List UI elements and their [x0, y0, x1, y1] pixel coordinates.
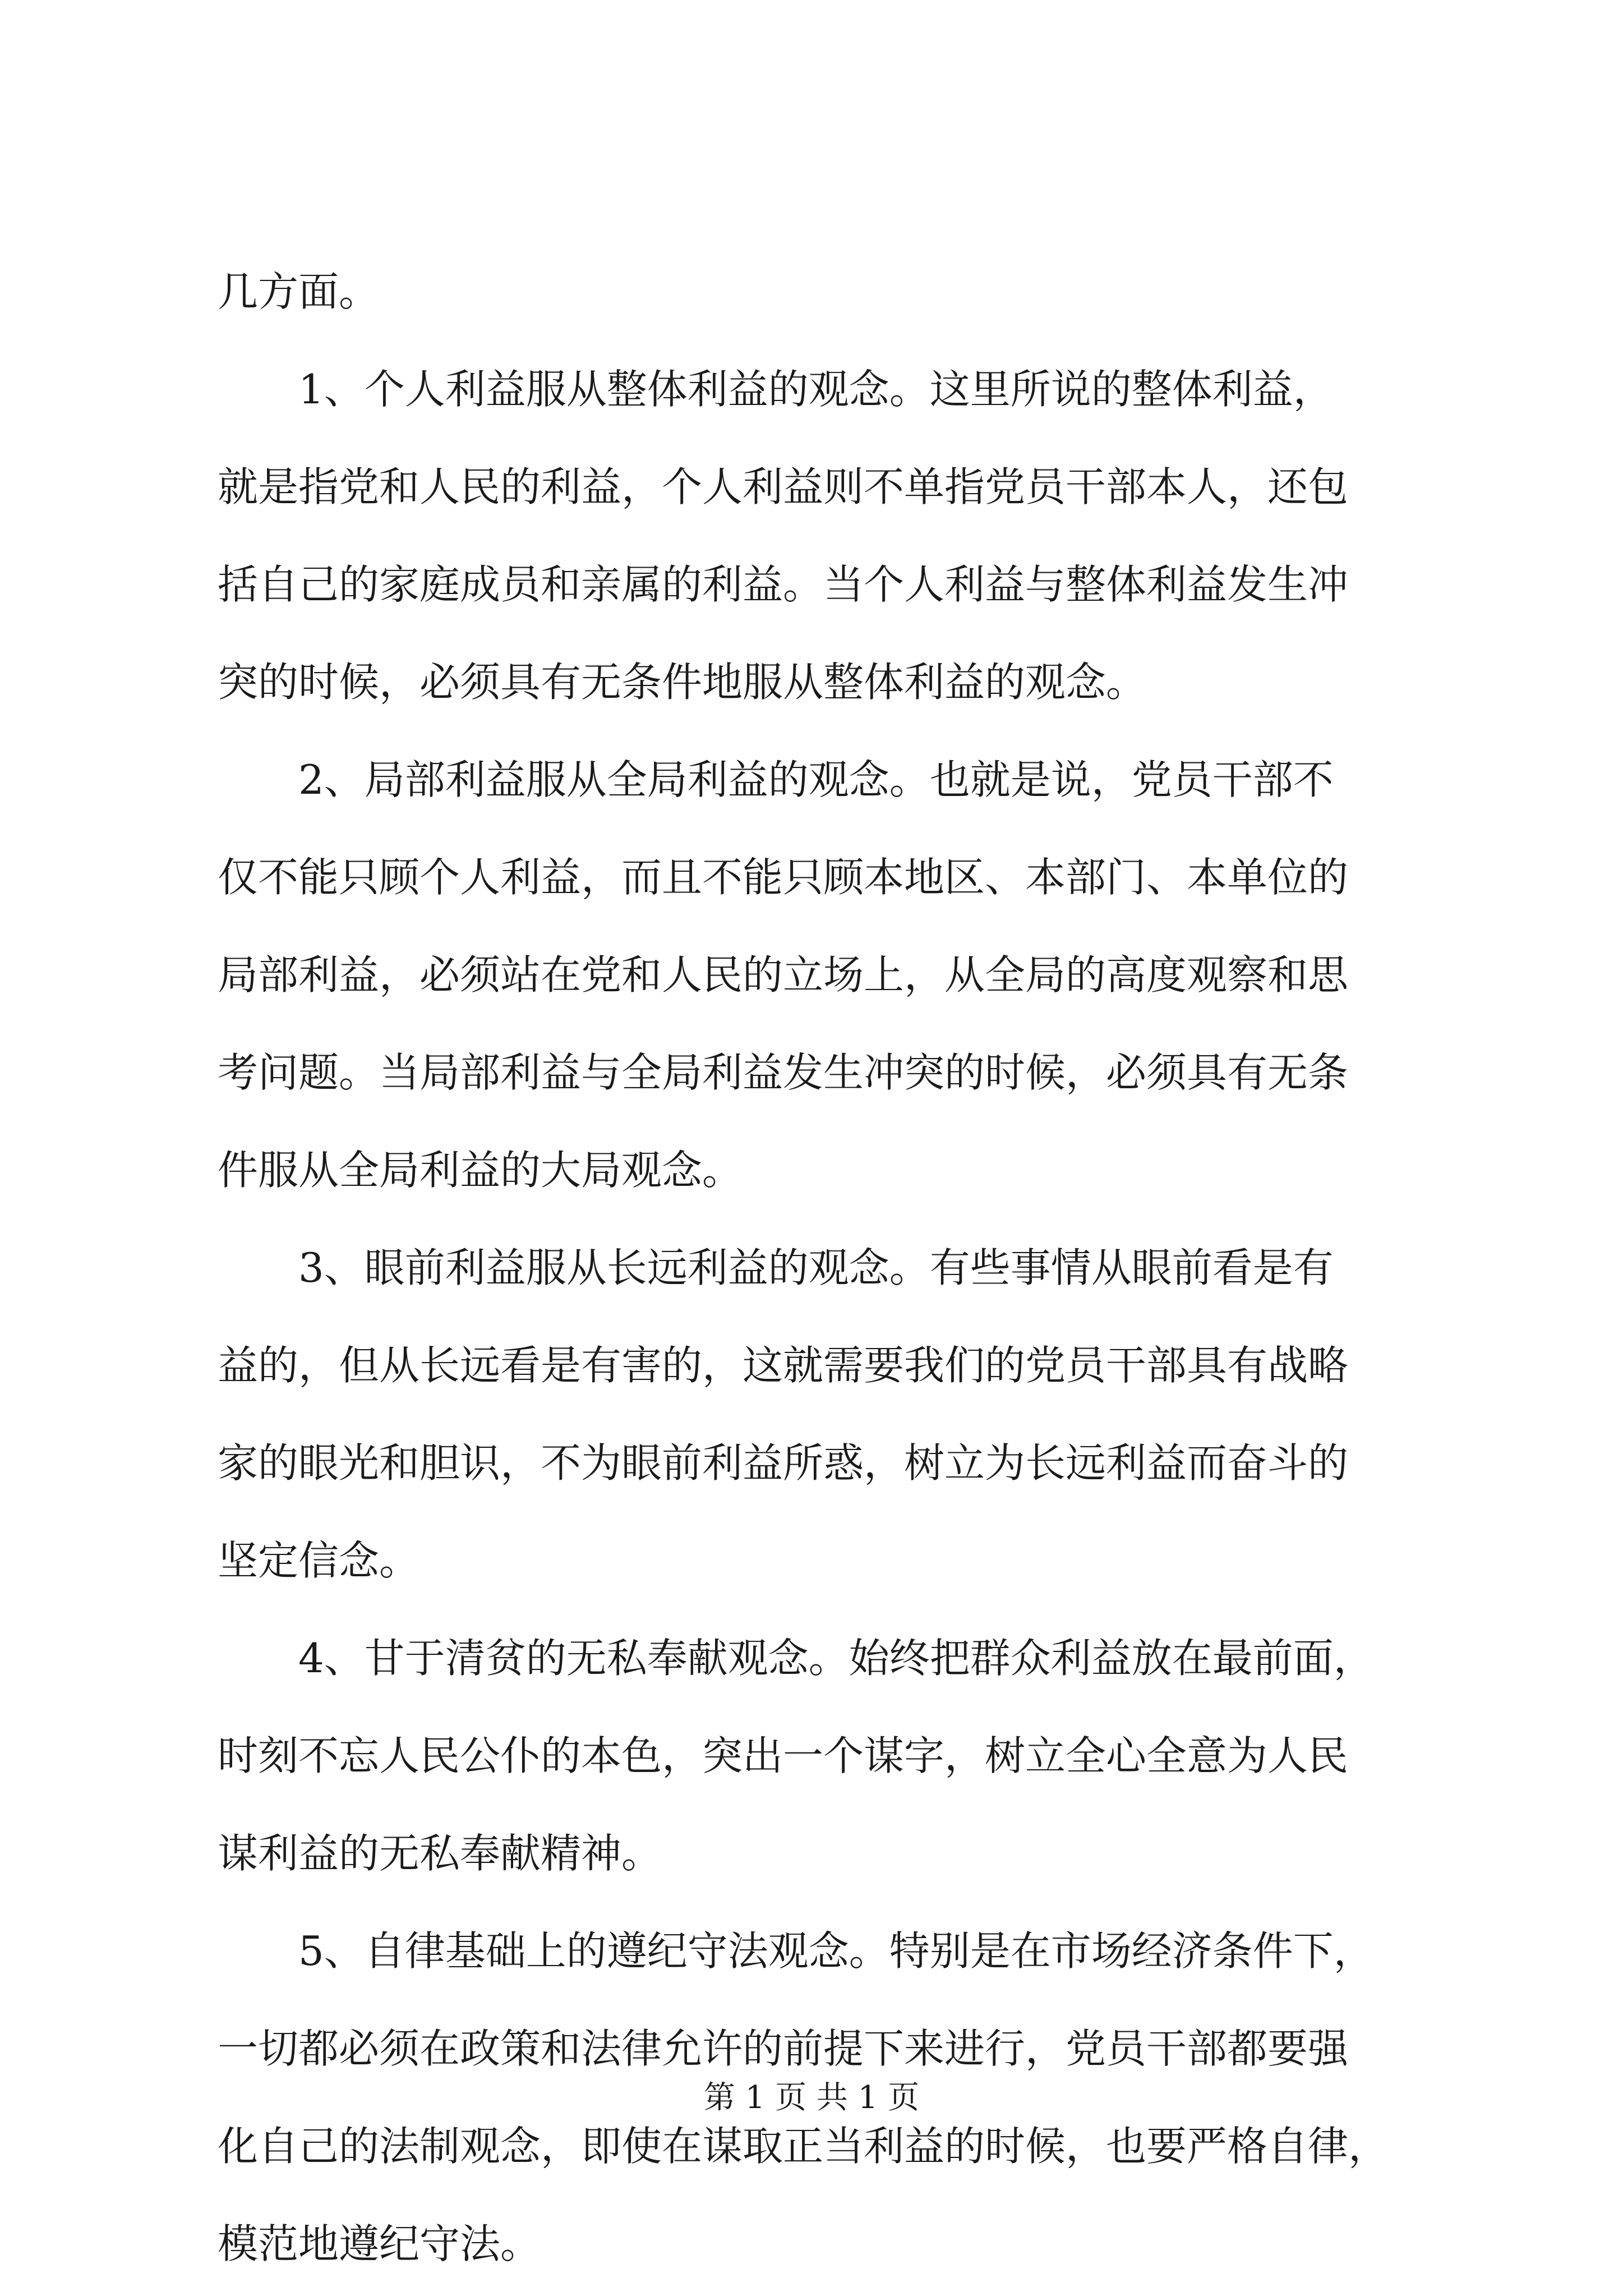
text-line: 局部利益，必须站在党和人民的立场上，从全局的高度观察和思: [218, 951, 1349, 999]
text-line: 件服从全局利益的大局观念。: [218, 1147, 743, 1194]
text-line: 化自己的法制观念，即使在谋取正当利益的时候，也要严格自律，: [218, 2123, 1389, 2170]
text-line: 模范地遵纪守法。: [218, 2220, 541, 2267]
text-line: 考问题。当局部利益与全局利益发生冲突的时候，必须具有无条: [218, 1049, 1349, 1096]
text-line: 括自己的家庭成员和亲属的利益。当个人利益与整体利益发生冲: [218, 561, 1349, 608]
paragraph-1-heading: 1、个人利益服从整体利益的观念。这里所说的整体利益，: [298, 366, 1334, 413]
paragraph-3-heading: 3、眼前利益服从长远利益的观念。有些事情从眼前看是有: [298, 1244, 1334, 1291]
text-line: 几方面。: [218, 268, 380, 315]
text-line: 谋利益的无私奉献精神。: [218, 1830, 662, 1877]
text-line: 坚定信念。: [218, 1537, 420, 1584]
text-line: 就是指党和人民的利益，个人利益则不单指党员干部本人，还包: [218, 463, 1349, 510]
text-line: 益的，但从长远看是有害的，这就需要我们的党员干部具有战略: [218, 1342, 1349, 1389]
text-line: 突的时候，必须具有无条件地服从整体利益的观念。: [218, 659, 1147, 706]
text-line: 仅不能只顾个人利益，而且不能只顾本地区、本部门、本单位的: [218, 854, 1349, 901]
text-line: 家的眼光和胆识，不为眼前利益所惑，树立为长远利益而奋斗的: [218, 1439, 1349, 1487]
text-line: 时刻不忘人民公仆的本色，突出一个谋字，树立全心全意为人民: [218, 1732, 1349, 1779]
paragraph-2-heading: 2、局部利益服从全局利益的观念。也就是说，党员干部不: [298, 756, 1334, 803]
paragraph-4-heading: 4、甘于清贫的无私奉献观念。始终把群众利益放在最前面，: [298, 1635, 1374, 1682]
page-number-label: 第 1 页 共 1 页: [703, 2079, 920, 2116]
text-line: 一切都必须在政策和法律允许的前提下来进行，党员干部都要强: [218, 2025, 1349, 2072]
page-footer: [0, 2076, 1623, 2120]
paragraph-5-heading: 5、自律基础上的遵纪守法观念。特别是在市场经济条件下，: [298, 1927, 1374, 1975]
